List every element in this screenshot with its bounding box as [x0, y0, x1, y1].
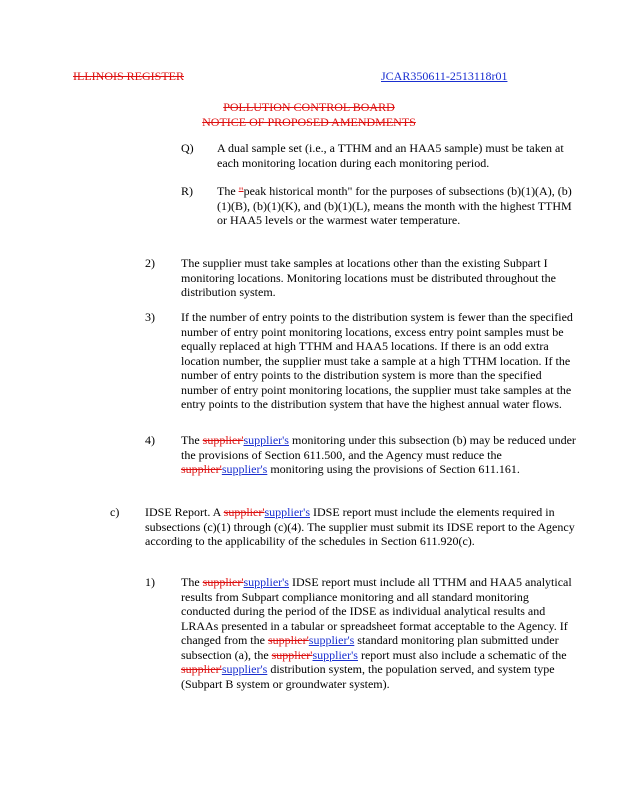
deleted-text: supplier': [202, 433, 244, 447]
deleted-text: supplier': [202, 575, 244, 589]
deleted-text: supplier': [271, 647, 313, 662]
deleted-text: supplier': [181, 462, 222, 476]
item-4-text: The supplier'supplier's monitoring under this subsection (b) may be reduced under the provisions of Section 611.500, and the Agency must reduce the supplier'supplier's monitoring using the provisions of Section 611.161.: [181, 433, 576, 476]
item-2-label: 2): [145, 256, 155, 270]
inserted-text: supplier's: [221, 462, 268, 476]
item-3-label: 3): [145, 310, 155, 324]
item-3-text: If the number of entry points to the distribution system is fewer than the specified number of entry point monitoring locations, excess entry point samples must be equally replaced at high TTHM and HAA5 locations. If there is an odd extra location number, the supplier must take a sample at a high TTHM location. If the number of entry points to the distribution system is more than the specified number of entry point monitoring locations, the supplier must take samples at the entry points to the distribution system that have the highest annual water flows.: [181, 310, 573, 411]
item-c1-text: The supplier'supplier's IDSE report must include all TTHM and HAA5 analytical results from Subpart compliance monitoring and all standard monitoring conducted during the period of the IDSE as individual analytical results and LRAAs presented in a tabular or spreadsheet format acceptable to the Agency. If changed from the supplier'supplier's standard monitoring plan submitted under subsection (a), the supplier'supplier's report must also include a schematic of the supplier'supplier's distribution system, the population served, and system type (Subpart B system or groundwater system).: [181, 575, 572, 691]
item-c-label: c): [110, 505, 120, 519]
item-c1-label: 1): [145, 575, 155, 589]
deleted-text: supplier': [223, 505, 265, 519]
item-2-text: The supplier must take samples at locations other than the existing Subpart I monitoring locations. Monitoring locations must be distributed throughout the distribution system.: [181, 256, 556, 299]
item-r-text: The "peak historical month" for the purposes of subsections (b)(1)(A), (b)(1)(B), (b)(1)(K), and (b)(1)(L), means the month with the highest TTHM or HAA5 levels or the warmest water temperature.: [217, 184, 572, 227]
inserted-text: supplier's: [243, 575, 289, 589]
deleted-text: supplier': [267, 633, 309, 647]
inserted-text: supplier's: [221, 662, 268, 676]
inserted-text: supplier's: [308, 633, 355, 647]
header-jcar-code: JCAR350611-2513118r01: [381, 69, 508, 83]
deleted-quote: ": [238, 184, 244, 198]
notice-title: NOTICE OF PROPOSED AMENDMENTS: [202, 115, 416, 129]
inserted-text: supplier's: [243, 433, 289, 447]
board-title: POLLUTION CONTROL BOARD: [223, 100, 395, 114]
item-4-label: 4): [145, 433, 155, 447]
item-r-label: R): [181, 184, 193, 198]
item-q-text: A dual sample set (i.e., a TTHM and an HAA5 sample) must be taken at each monitoring location during each monitoring period.: [217, 141, 564, 170]
deleted-text: supplier': [181, 662, 222, 676]
inserted-text: supplier's: [312, 647, 358, 662]
header-register: ILLINOIS REGISTER: [73, 69, 184, 83]
inserted-text: supplier's: [264, 505, 310, 519]
item-c-text: IDSE Report. A supplier'supplier's IDSE report must include the elements required in subsections (c)(1) through (c)(4). The supplier must submit its IDSE report to the Agency according to the applicability of the schedules in Section 611.920(c).: [145, 505, 575, 548]
item-q-label: Q): [181, 141, 194, 155]
